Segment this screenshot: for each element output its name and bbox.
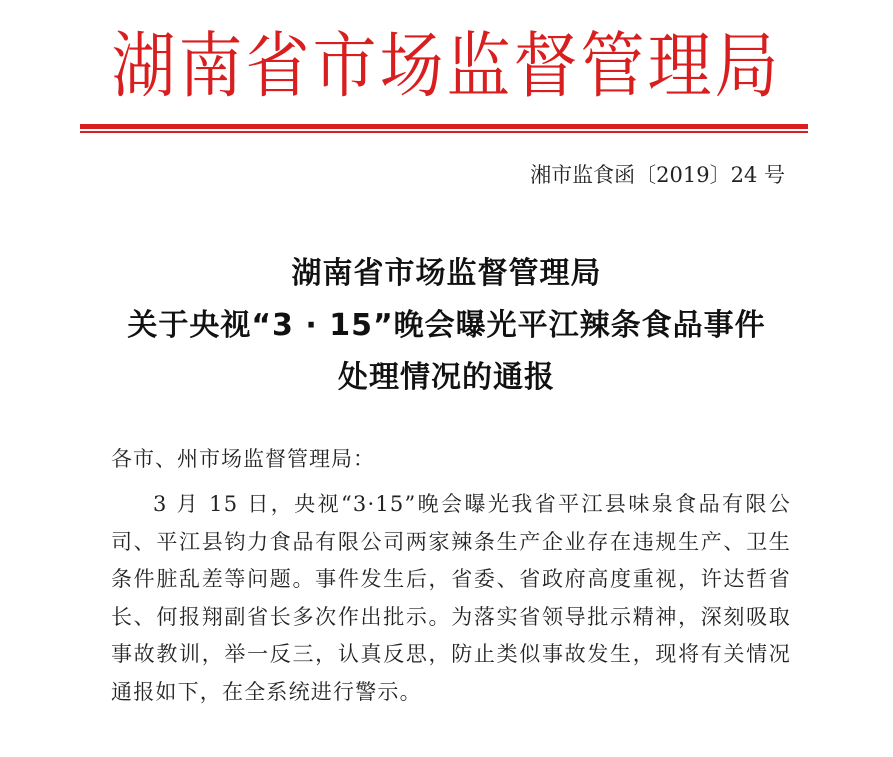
body-paragraph: 3 月 15 日，央视“3·15”晚会曝光我省平江县味泉食品有限公司、平江县钧力食品有限公司两家辣条生产企业存在违规生产、卫生条件脏乱差等问题。事件发生后，省委、省政府高度重视，许达哲省长、何报翔副省长多次作出批示。为落实省领导批示精神，深刻吸取事故教训，举一反三，认真反思，防止类似事故发生，现将有关情况通报如下，在全系统进行警示。 [111, 492, 791, 704]
title-line-3: 处理情况的通报 [338, 360, 555, 395]
document-title [0, 248, 893, 404]
document-number: 湘市监食函〔2019〕24 号 [530, 163, 785, 187]
header-red-rule-thin [80, 131, 808, 133]
title-line-1: 湖南省市场监督管理局 [291, 256, 602, 291]
title-line-2: 关于央视“3 · 15”晚会曝光平江辣条食品事件 [127, 308, 766, 343]
salutation: 各市、州市场监督管理局： [111, 447, 375, 471]
header-org-name: 湖南省市场监督管理局 [111, 25, 782, 109]
header-red-rule [80, 124, 808, 129]
